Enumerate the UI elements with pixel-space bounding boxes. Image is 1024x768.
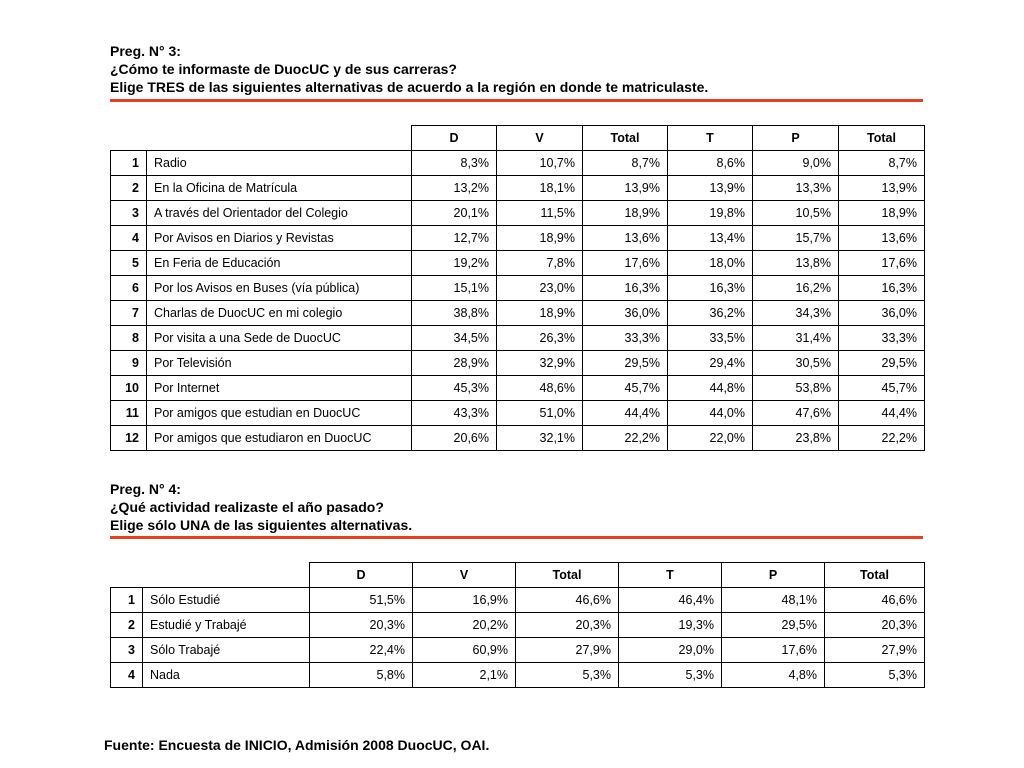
value-cell: 17,6% xyxy=(583,251,668,276)
row-number: 1 xyxy=(111,588,143,613)
value-cell: 22,4% xyxy=(310,638,413,663)
value-cell: 8,6% xyxy=(668,151,753,176)
row-number: 6 xyxy=(111,276,147,301)
value-cell: 33,3% xyxy=(839,326,925,351)
q4-col-header: Total xyxy=(516,563,619,588)
q3-instruction: Elige TRES de las siguientes alternativas de acuerdo a la región en donde te matriculaste. xyxy=(110,79,709,95)
value-cell: 22,0% xyxy=(668,426,753,451)
q4-instruction: Elige sólo UNA de las siguientes alternativas. xyxy=(110,517,413,533)
value-cell: 45,7% xyxy=(583,376,668,401)
table-row xyxy=(111,588,925,613)
value-cell: 51,5% xyxy=(310,588,413,613)
table-row xyxy=(111,351,925,376)
value-cell: 5,8% xyxy=(310,663,413,688)
source-footer: Fuente: Encuesta de INICIO, Admisión 2008 DuocUC, OAI. xyxy=(104,737,490,753)
value-cell: 31,4% xyxy=(753,326,839,351)
value-cell: 23,8% xyxy=(753,426,839,451)
value-cell: 20,3% xyxy=(310,613,413,638)
q4-table xyxy=(110,562,925,688)
row-label: Sólo Estudié xyxy=(143,588,310,613)
q3-col-header: V xyxy=(497,126,583,151)
row-number: 8 xyxy=(111,326,147,351)
value-cell: 51,0% xyxy=(497,401,583,426)
row-number: 3 xyxy=(111,201,147,226)
table-row xyxy=(111,326,925,351)
q3-title: Preg. N° 3: xyxy=(110,43,181,59)
row-number: 7 xyxy=(111,301,147,326)
value-cell: 33,3% xyxy=(583,326,668,351)
q3-header xyxy=(110,42,923,96)
q3-col-header: P xyxy=(753,126,839,151)
value-cell: 16,3% xyxy=(668,276,753,301)
value-cell: 47,6% xyxy=(753,401,839,426)
q3-table-body xyxy=(111,151,925,451)
value-cell: 20,1% xyxy=(412,201,497,226)
row-label: Por los Avisos en Buses (vía pública) xyxy=(147,276,412,301)
value-cell: 46,6% xyxy=(825,588,925,613)
value-cell: 36,0% xyxy=(839,301,925,326)
value-cell: 20,6% xyxy=(412,426,497,451)
row-label: Por Avisos en Diarios y Revistas xyxy=(147,226,412,251)
value-cell: 29,0% xyxy=(619,638,722,663)
row-label: A través del Orientador del Colegio xyxy=(147,201,412,226)
value-cell: 18,9% xyxy=(839,201,925,226)
value-cell: 29,5% xyxy=(722,613,825,638)
value-cell: 60,9% xyxy=(413,638,516,663)
row-label: Sólo Trabajé xyxy=(143,638,310,663)
table-row xyxy=(111,613,925,638)
q3-col-header: D xyxy=(412,126,497,151)
value-cell: 38,8% xyxy=(412,301,497,326)
value-cell: 27,9% xyxy=(825,638,925,663)
value-cell: 5,3% xyxy=(516,663,619,688)
value-cell: 4,8% xyxy=(722,663,825,688)
value-cell: 20,3% xyxy=(516,613,619,638)
value-cell: 36,2% xyxy=(668,301,753,326)
value-cell: 44,4% xyxy=(583,401,668,426)
row-label: Por visita a una Sede de DuocUC xyxy=(147,326,412,351)
row-number: 4 xyxy=(111,226,147,251)
value-cell: 46,6% xyxy=(516,588,619,613)
value-cell: 45,3% xyxy=(412,376,497,401)
value-cell: 13,2% xyxy=(412,176,497,201)
row-number: 5 xyxy=(111,251,147,276)
value-cell: 46,4% xyxy=(619,588,722,613)
value-cell: 29,5% xyxy=(583,351,668,376)
value-cell: 13,3% xyxy=(753,176,839,201)
value-cell: 7,8% xyxy=(497,251,583,276)
q4-divider xyxy=(110,536,923,539)
value-cell: 19,2% xyxy=(412,251,497,276)
table-row xyxy=(111,663,925,688)
q3-header-blank xyxy=(111,126,412,151)
value-cell: 32,9% xyxy=(497,351,583,376)
row-number: 9 xyxy=(111,351,147,376)
q3-question: ¿Cómo te informaste de DuocUC y de sus carreras? xyxy=(110,61,457,77)
table-row xyxy=(111,226,925,251)
value-cell: 19,8% xyxy=(668,201,753,226)
table-row xyxy=(111,301,925,326)
value-cell: 8,3% xyxy=(412,151,497,176)
value-cell: 27,9% xyxy=(516,638,619,663)
value-cell: 18,9% xyxy=(497,301,583,326)
value-cell: 18,1% xyxy=(497,176,583,201)
value-cell: 44,4% xyxy=(839,401,925,426)
q3-table xyxy=(110,125,925,451)
q4-col-header: T xyxy=(619,563,722,588)
value-cell: 28,9% xyxy=(412,351,497,376)
table-row xyxy=(111,638,925,663)
value-cell: 10,7% xyxy=(497,151,583,176)
q4-table-body xyxy=(111,588,925,688)
value-cell: 53,8% xyxy=(753,376,839,401)
value-cell: 20,2% xyxy=(413,613,516,638)
value-cell: 22,2% xyxy=(583,426,668,451)
value-cell: 8,7% xyxy=(583,151,668,176)
q3-header-row xyxy=(111,126,925,151)
value-cell: 17,6% xyxy=(722,638,825,663)
value-cell: 15,7% xyxy=(753,226,839,251)
value-cell: 17,6% xyxy=(839,251,925,276)
q4-col-header: Total xyxy=(825,563,925,588)
value-cell: 11,5% xyxy=(497,201,583,226)
table-row xyxy=(111,176,925,201)
row-number: 1 xyxy=(111,151,147,176)
value-cell: 15,1% xyxy=(412,276,497,301)
value-cell: 13,6% xyxy=(583,226,668,251)
q3-col-header: T xyxy=(668,126,753,151)
table-row xyxy=(111,201,925,226)
value-cell: 22,2% xyxy=(839,426,925,451)
value-cell: 2,1% xyxy=(413,663,516,688)
value-cell: 19,3% xyxy=(619,613,722,638)
value-cell: 48,6% xyxy=(497,376,583,401)
value-cell: 43,3% xyxy=(412,401,497,426)
value-cell: 18,9% xyxy=(583,201,668,226)
row-label: Por amigos que estudian en DuocUC xyxy=(147,401,412,426)
value-cell: 13,9% xyxy=(583,176,668,201)
value-cell: 23,0% xyxy=(497,276,583,301)
value-cell: 36,0% xyxy=(583,301,668,326)
q4-col-header: D xyxy=(310,563,413,588)
value-cell: 13,8% xyxy=(753,251,839,276)
q4-header-blank xyxy=(111,563,310,588)
row-number: 12 xyxy=(111,426,147,451)
value-cell: 32,1% xyxy=(497,426,583,451)
row-label: Por amigos que estudiaron en DuocUC xyxy=(147,426,412,451)
row-label: Radio xyxy=(147,151,412,176)
value-cell: 8,7% xyxy=(839,151,925,176)
row-label: Por Internet xyxy=(147,376,412,401)
value-cell: 10,5% xyxy=(753,201,839,226)
value-cell: 44,8% xyxy=(668,376,753,401)
value-cell: 16,2% xyxy=(753,276,839,301)
q3-divider xyxy=(110,99,923,102)
value-cell: 26,3% xyxy=(497,326,583,351)
value-cell: 44,0% xyxy=(668,401,753,426)
value-cell: 5,3% xyxy=(619,663,722,688)
value-cell: 29,4% xyxy=(668,351,753,376)
table-row xyxy=(111,426,925,451)
row-number: 4 xyxy=(111,663,143,688)
row-number: 2 xyxy=(111,613,143,638)
value-cell: 13,9% xyxy=(839,176,925,201)
value-cell: 9,0% xyxy=(753,151,839,176)
q4-header xyxy=(110,480,923,534)
row-label: Estudié y Trabajé xyxy=(143,613,310,638)
row-number: 2 xyxy=(111,176,147,201)
value-cell: 12,7% xyxy=(412,226,497,251)
row-label: Charlas de DuocUC en mi colegio xyxy=(147,301,412,326)
value-cell: 16,3% xyxy=(583,276,668,301)
table-row xyxy=(111,151,925,176)
value-cell: 13,6% xyxy=(839,226,925,251)
row-number: 3 xyxy=(111,638,143,663)
value-cell: 33,5% xyxy=(668,326,753,351)
table-row xyxy=(111,251,925,276)
value-cell: 5,3% xyxy=(825,663,925,688)
value-cell: 16,3% xyxy=(839,276,925,301)
value-cell: 29,5% xyxy=(839,351,925,376)
row-label: En la Oficina de Matrícula xyxy=(147,176,412,201)
value-cell: 16,9% xyxy=(413,588,516,613)
row-label: Nada xyxy=(143,663,310,688)
q3-col-header: Total xyxy=(583,126,668,151)
q4-title: Preg. N° 4: xyxy=(110,481,181,497)
value-cell: 20,3% xyxy=(825,613,925,638)
table-row xyxy=(111,376,925,401)
table-row xyxy=(111,401,925,426)
row-label: Por Televisión xyxy=(147,351,412,376)
value-cell: 13,9% xyxy=(668,176,753,201)
value-cell: 48,1% xyxy=(722,588,825,613)
value-cell: 18,9% xyxy=(497,226,583,251)
value-cell: 13,4% xyxy=(668,226,753,251)
value-cell: 45,7% xyxy=(839,376,925,401)
q4-header-row xyxy=(111,563,925,588)
value-cell: 18,0% xyxy=(668,251,753,276)
q4-col-header: V xyxy=(413,563,516,588)
value-cell: 34,5% xyxy=(412,326,497,351)
q4-question: ¿Qué actividad realizaste el año pasado? xyxy=(110,499,384,515)
q3-col-header: Total xyxy=(839,126,925,151)
q4-col-header: P xyxy=(722,563,825,588)
row-number: 10 xyxy=(111,376,147,401)
row-number: 11 xyxy=(111,401,147,426)
value-cell: 30,5% xyxy=(753,351,839,376)
table-row xyxy=(111,276,925,301)
row-label: En Feria de Educación xyxy=(147,251,412,276)
value-cell: 34,3% xyxy=(753,301,839,326)
